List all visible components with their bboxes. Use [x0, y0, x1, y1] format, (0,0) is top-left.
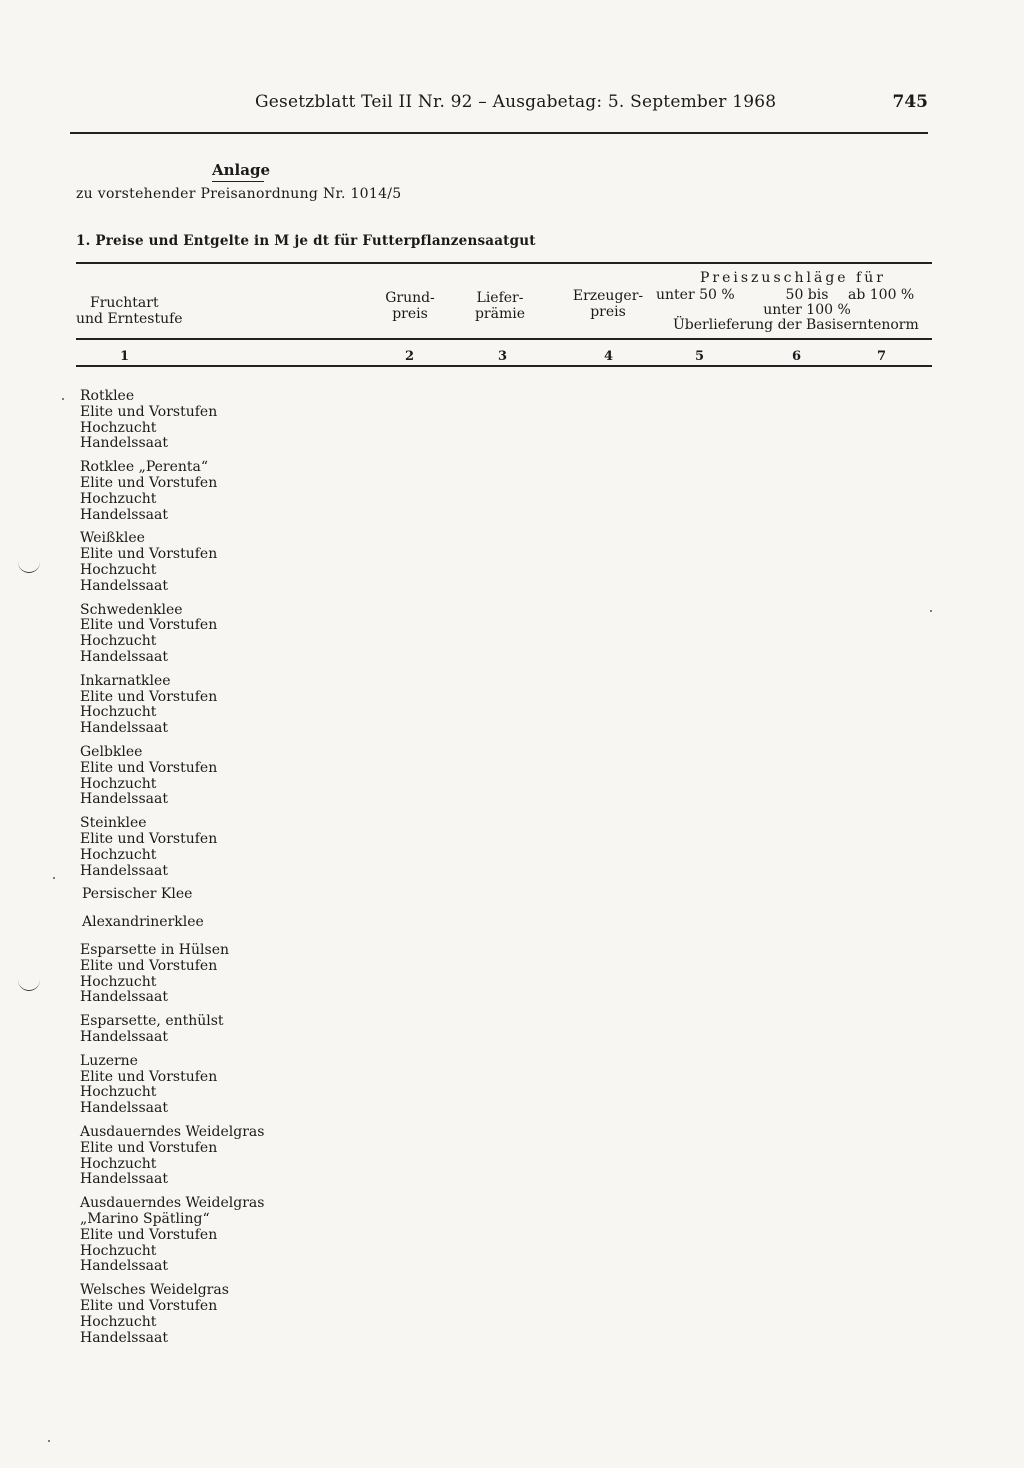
header-col6-line1: 50 bis: [785, 287, 829, 303]
margin-mark: [18, 560, 40, 573]
group-name: Ausdauerndes Weidelgras: [80, 1195, 265, 1212]
row-label: Hochzucht: [80, 419, 157, 436]
row-label: Hochzucht: [80, 846, 157, 863]
row-label: Handelssaat: [80, 989, 168, 1006]
row-label: Hochzucht: [80, 562, 157, 578]
group-name-line2: „Marino Spätling“: [80, 1211, 210, 1227]
group-name: Weißklee: [80, 530, 145, 547]
row-label: Elite und Vorstufen: [80, 475, 218, 491]
page-number: 745: [892, 92, 928, 112]
header-col4-line2: preis: [590, 304, 626, 320]
row-label: Elite und Vorstufen: [80, 1226, 218, 1243]
row-label: Handelssaat: [80, 1329, 168, 1346]
group-name: Ausdauerndes Weidelgras: [80, 1124, 265, 1140]
section-title: 1. Preise und Entgelte in M je dt für Futterpflanzensaatgut: [76, 233, 536, 249]
row-label: Handelssaat: [80, 862, 168, 879]
group-name: Steinklee: [80, 815, 147, 832]
row-label: Elite und Vorstufen: [80, 403, 218, 420]
group-name: Inkarnatklee: [80, 672, 171, 689]
row-label: Elite und Vorstufen: [80, 546, 218, 563]
row-label: Hochzucht: [80, 1155, 157, 1172]
row-label: Handelssaat: [80, 1100, 168, 1117]
scan-dot: [53, 877, 55, 879]
anlage-title: Anlage: [212, 161, 270, 179]
group-name: Rotklee „Perenta“: [80, 459, 209, 476]
row-label: Hochzucht: [80, 704, 157, 721]
row-label: Elite und Vorstufen: [80, 759, 218, 776]
scan-dot: [62, 398, 64, 400]
row-label: Hochzucht: [80, 633, 157, 650]
colnum-7: 7: [877, 349, 887, 364]
row-label: Elite und Vorstufen: [80, 957, 218, 974]
row-label: Handelssaat: [80, 1258, 168, 1275]
header-mid-rule: [76, 338, 932, 340]
row-label: Elite und Vorstufen: [80, 688, 218, 705]
header-col6-line2: unter 100 %: [763, 302, 851, 318]
colnum-1: 1: [120, 349, 130, 364]
group-name: Alexandrinerklee: [82, 914, 204, 931]
row-label: Handelssaat: [80, 720, 168, 737]
row-label: Handelssaat: [80, 649, 168, 665]
header-rule: [70, 132, 928, 134]
anlage-subtitle: zu vorstehender Preisanordnung Nr. 1014/5: [76, 186, 402, 202]
colnum-6: 6: [792, 349, 802, 364]
header-col1-line1: Fruchtart: [90, 295, 159, 311]
row-label: Hochzucht: [80, 490, 157, 507]
colnum-3: 3: [498, 349, 508, 364]
colnum-4: 4: [604, 349, 614, 364]
group-name: Welsches Weidelgras: [80, 1282, 229, 1299]
header-col7: ab 100 %: [848, 287, 915, 303]
header-ueberlieferung: Überlieferung der Basiserntenorm: [673, 317, 919, 333]
row-label: Elite und Vorstufen: [80, 1139, 218, 1156]
header-col1-line2: und Erntestufe: [76, 311, 183, 327]
row-label: Handelssaat: [80, 506, 168, 523]
header-col3-line1: Liefer-: [476, 290, 524, 306]
row-label: Hochzucht: [80, 1313, 157, 1330]
header-title: Gesetzblatt Teil II Nr. 92 – Ausgabetag: 5. September 1968: [255, 92, 777, 112]
colnum-5: 5: [695, 349, 705, 364]
anlage-underline: [212, 181, 264, 182]
group-name: Esparsette, enthülst: [80, 1013, 224, 1030]
group-name: Persischer Klee: [82, 886, 193, 903]
group-name: Esparsette in Hülsen: [80, 942, 229, 958]
table-top-rule: [76, 262, 932, 264]
page-header: [70, 92, 928, 112]
row-label: Hochzucht: [80, 775, 157, 792]
colnum-2: 2: [405, 349, 415, 364]
header-preiszuschlaege: Preiszuschläge für: [700, 270, 886, 286]
margin-mark: [18, 978, 40, 991]
row-label: Elite und Vorstufen: [80, 1068, 218, 1085]
scan-dot: [930, 610, 932, 612]
group-name: Schwedenklee: [80, 601, 183, 618]
header-bottom-rule: [76, 365, 932, 367]
row-label: Hochzucht: [80, 1242, 157, 1259]
row-label: Hochzucht: [80, 973, 157, 990]
group-name: Rotklee: [80, 388, 135, 404]
header-col5: unter 50 %: [656, 287, 735, 303]
row-label: Elite und Vorstufen: [80, 1298, 218, 1314]
scan-dot: [48, 1440, 50, 1442]
header-col4-line1: Erzeuger-: [572, 288, 644, 304]
header-col2-line2: preis: [392, 306, 428, 322]
group-name: Luzerne: [80, 1052, 138, 1069]
row-label: Handelssaat: [80, 791, 168, 808]
header-col2-line1: Grund-: [385, 290, 435, 306]
row-label: Handelssaat: [80, 1171, 168, 1188]
group-name: Gelbklee: [80, 744, 143, 760]
header-col3-line2: prämie: [474, 306, 526, 322]
row-label: Hochzucht: [80, 1084, 157, 1101]
row-label: Handelssaat: [80, 435, 168, 452]
row-label: Handelssaat: [80, 577, 168, 594]
row-label: Elite und Vorstufen: [80, 831, 218, 847]
row-label: Handelssaat: [80, 1029, 168, 1045]
row-label: Elite und Vorstufen: [80, 617, 218, 634]
